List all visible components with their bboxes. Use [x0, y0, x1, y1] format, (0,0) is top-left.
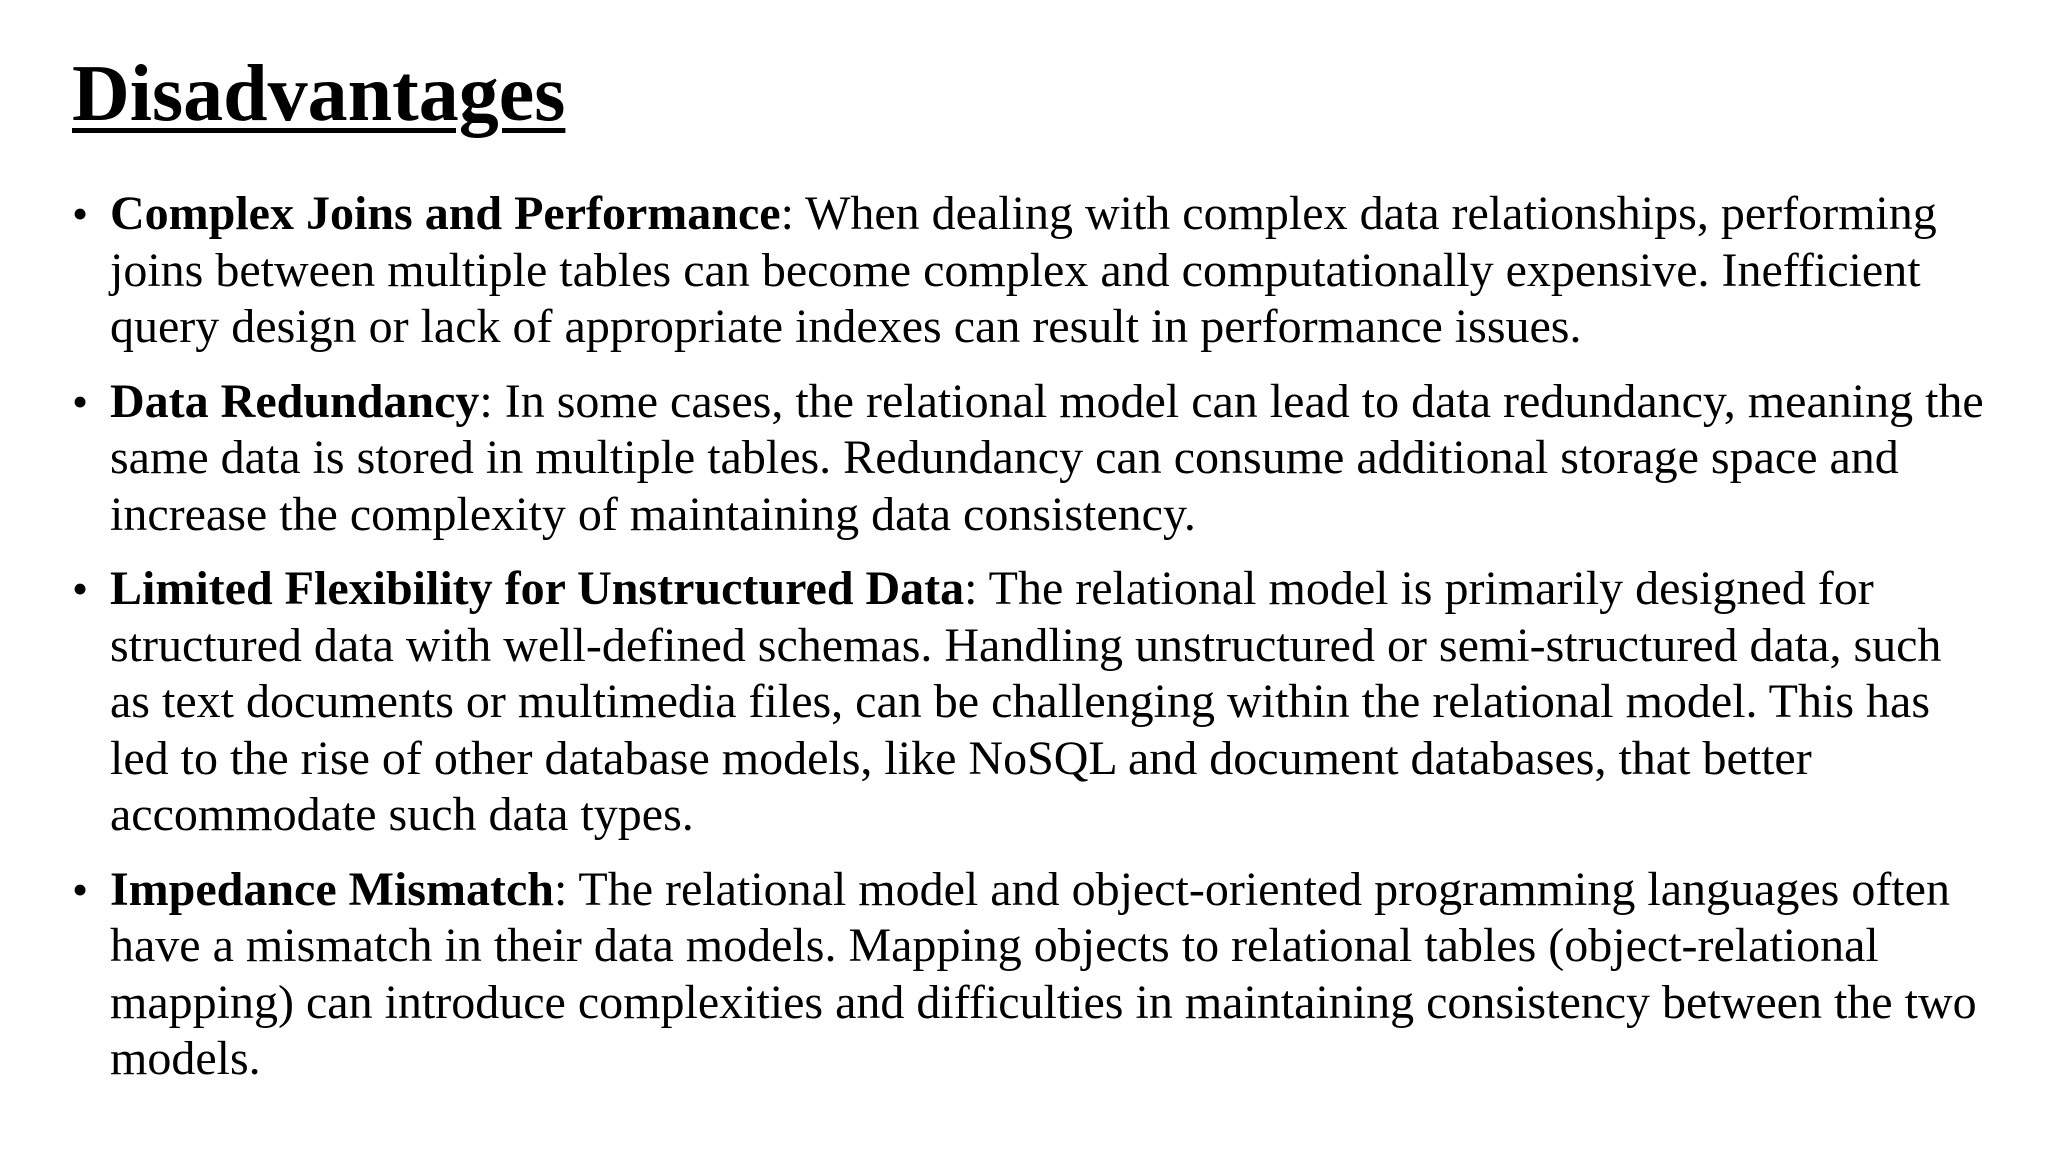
bullet-marker: •: [72, 188, 89, 239]
bullet-description: When dealing with complex data relationships, performing joins between multiple tables can become complex and computationally expensive. Inefficient query design or lack of appropriate indexes can result in performance issues.: [110, 187, 1937, 353]
bullet-text: [110, 561, 1992, 844]
bullet-separator: :: [479, 374, 505, 428]
bullet-separator: :: [780, 187, 806, 240]
bullet-term: Limited Flexibility for Unstructured Data: [110, 562, 965, 615]
bullet-item-impedance-mismatch: [72, 862, 1992, 1088]
bullet-list: [72, 186, 1992, 1106]
bullet-marker: •: [72, 375, 89, 427]
bullet-item-limited-flexibility: [72, 561, 1992, 844]
bullet-term: Complex Joins and Performance: [110, 187, 781, 240]
bullet-marker: •: [72, 563, 89, 614]
bullet-description: The relational model is primarily designed for structured data with well-defined schemas. Handling unstructured or semi-structured data, such as text documents or multimedia files, can be challenging within the relational model. This has led to the rise of other database models, like NoSQL and document databases, that better accommodate such data types.: [110, 562, 1942, 841]
bullet-text: [110, 374, 1992, 544]
bullet-description: In some cases, the relational model can lead to data redundancy, meaning the same data is stored in multiple tables. Redundancy can consume additional storage space and increase the complexity of maintaining data consistency.: [110, 374, 1984, 541]
bullet-term: Data Redundancy: [110, 374, 480, 428]
bullet-item-complex-joins: [72, 186, 1992, 356]
bullet-separator: :: [964, 562, 989, 615]
bullet-separator: :: [553, 862, 579, 916]
bullet-text: [110, 186, 1992, 356]
bullet-item-data-redundancy: [72, 374, 1992, 544]
bullet-marker: •: [72, 863, 89, 915]
bullet-term: Impedance Mismatch: [110, 862, 554, 916]
bullet-text: [110, 862, 1992, 1088]
slide-title: Disadvantages: [72, 50, 566, 138]
bullet-description: The relational model and object-oriented programming languages often have a mismatch in their data models. Mapping objects to relational tables (object-relational mapping) can introduce complexities and difficulties in maintaining consistency between the two models.: [110, 862, 1977, 1085]
